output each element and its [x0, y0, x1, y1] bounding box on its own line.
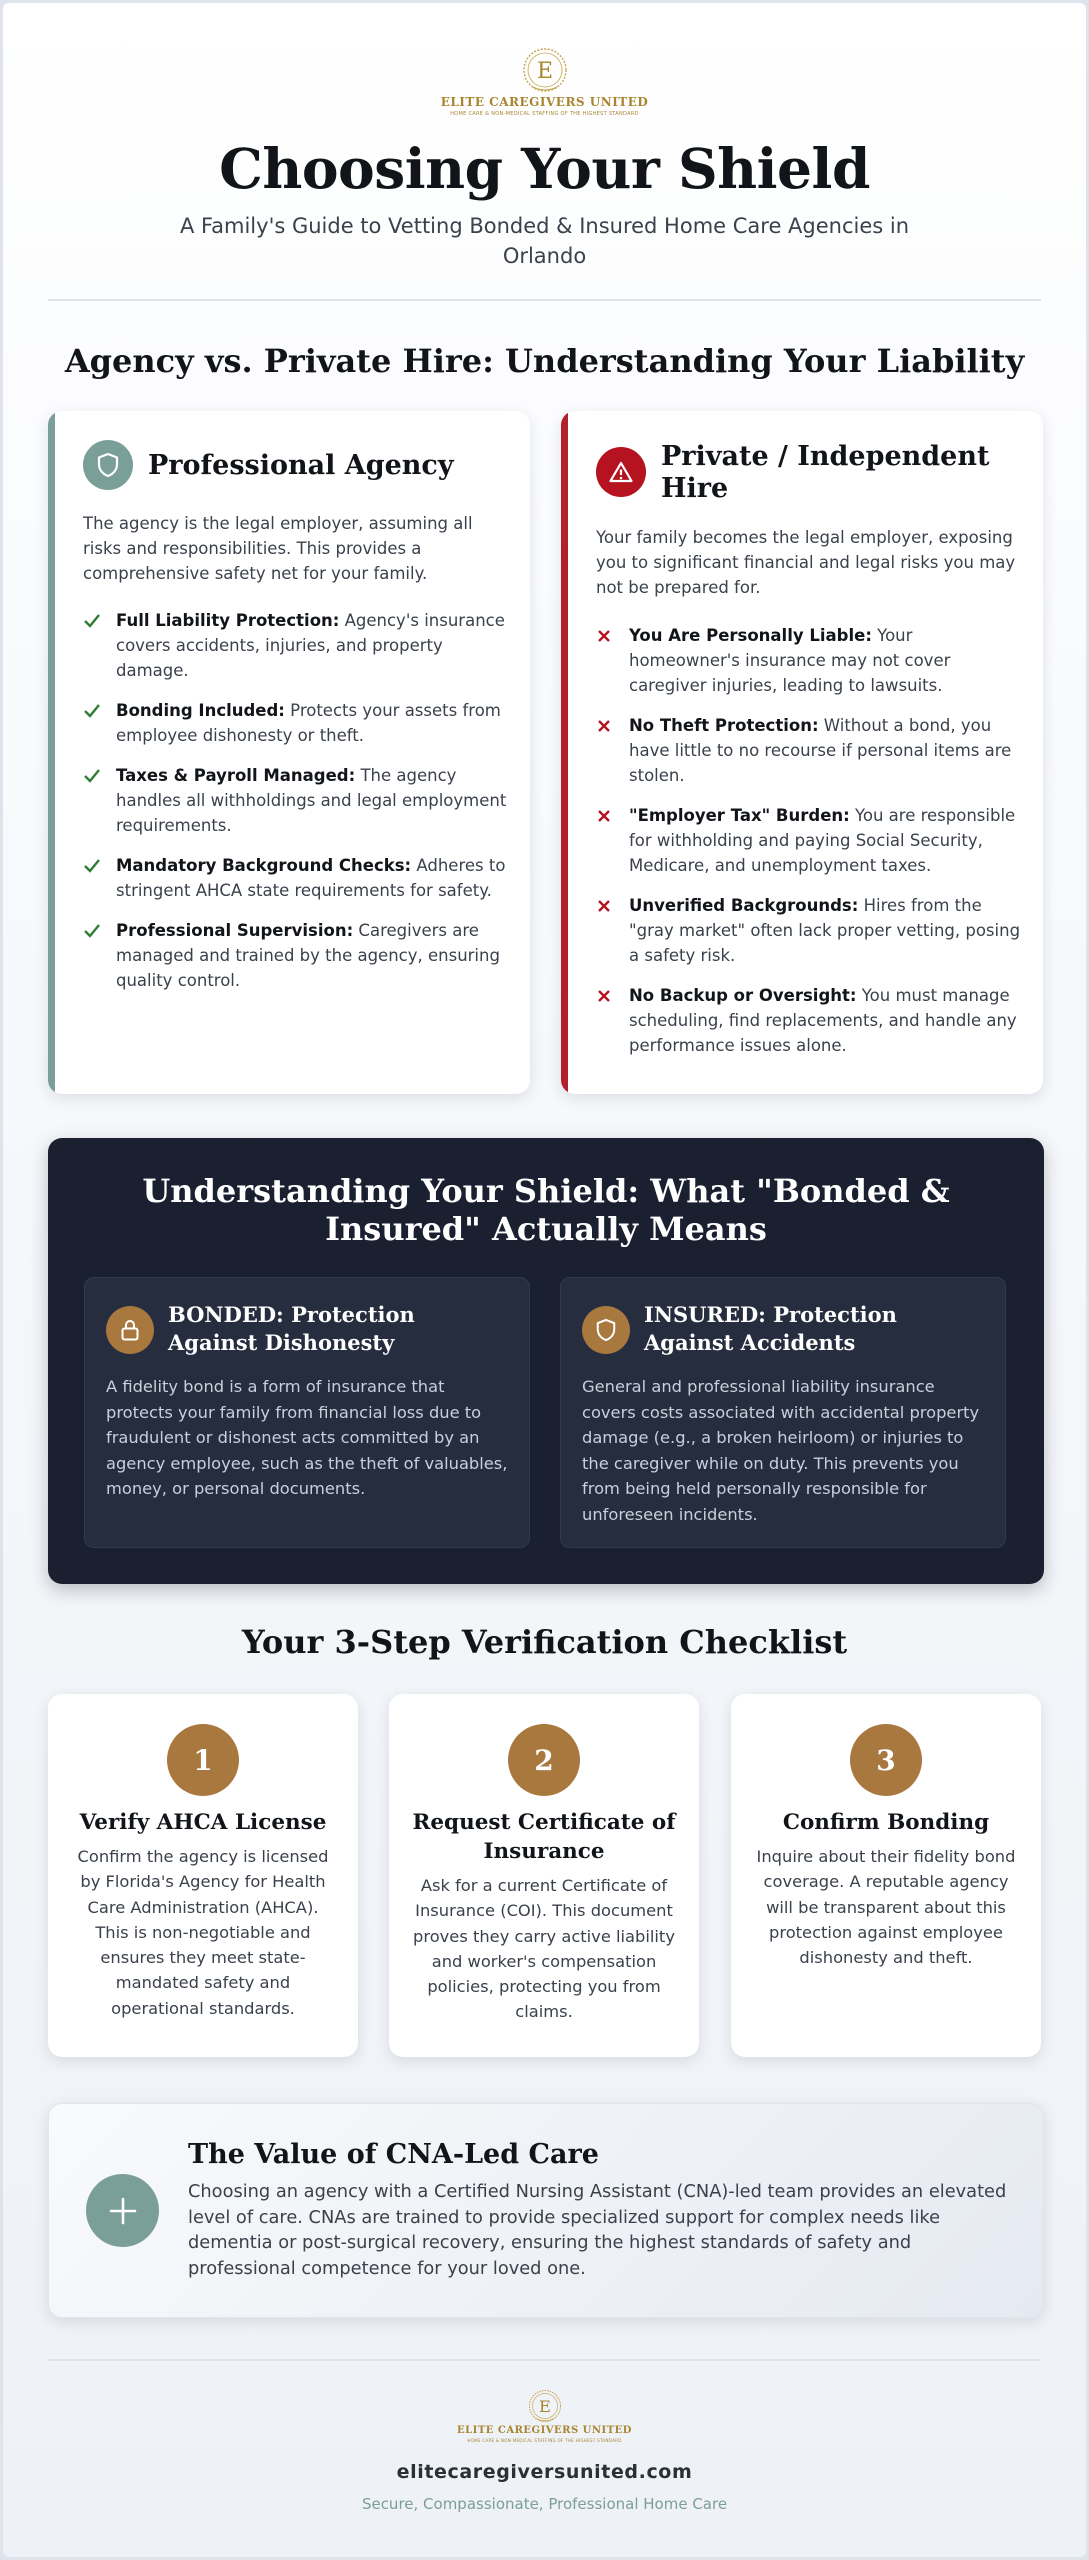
shield-icon	[582, 1306, 630, 1354]
checklist-heading: Your 3-Step Verification Checklist	[241, 1623, 848, 1661]
insured-title: INSURED: Protection Against Accidents	[644, 1302, 897, 1355]
footer-brand-name: ELITE CAREGIVERS UNITED	[457, 2425, 632, 2436]
insured-card	[560, 1277, 1006, 1548]
page-title: Choosing Your Shield	[219, 136, 870, 201]
accent-bar	[561, 411, 568, 1094]
agency-card	[48, 411, 530, 1094]
check-icon	[83, 703, 101, 718]
plus-icon	[86, 2174, 159, 2247]
brand-logo	[3, 47, 1086, 117]
step-number: 2	[508, 1724, 580, 1796]
step-text: Confirm the agency is licensed by Florida's Agency for Health Care Administration (AHCA). This is non-negotiable and ensures they meet state-mandated safety and operational standards.	[77, 1847, 329, 2018]
list-item: Full Liability Protection: Agency's insurance covers accidents, injuries, and property damage.	[83, 608, 508, 683]
step-number: 3	[850, 1724, 922, 1796]
bonded-title: BONDED: Protection Against Dishonesty	[168, 1302, 415, 1355]
agency-benefits-list	[83, 608, 508, 993]
step-card-2	[389, 1694, 699, 2057]
website-link[interactable]: elitecaregiversunited.com	[396, 2461, 693, 2483]
list-item: Taxes & Payroll Managed: The agency handles all withholdings and legal employment requirements.	[83, 763, 508, 838]
cna-text: Choosing an agency with a Certified Nursing Assistant (CNA)-led team provides an elevated level of care. CNAs are trained to provide specialized support for complex needs like dementia or post-surgical recovery, ensuring the highest standards of safety and professional competence for your loved one.	[188, 2181, 1007, 2279]
check-icon	[83, 923, 101, 938]
accent-bar	[48, 411, 55, 1094]
footer-tagline: Secure, Compassionate, Professional Home Care	[361, 2495, 728, 2513]
bonded-card	[84, 1277, 530, 1548]
list-item: Bonding Included: Protects your assets from employee dishonesty or theft.	[83, 698, 508, 748]
step-title: Confirm Bonding	[782, 1810, 990, 1835]
step-number: 1	[167, 1724, 239, 1796]
private-hire-card	[561, 411, 1043, 1094]
check-icon	[83, 858, 101, 873]
step-card-1	[48, 1694, 358, 2057]
warning-icon	[596, 447, 646, 497]
lock-icon	[106, 1306, 154, 1354]
x-icon	[596, 718, 612, 734]
step-title: Verify AHCA License	[79, 1810, 327, 1835]
shield-panel	[48, 1138, 1044, 1584]
check-icon	[83, 613, 101, 628]
shield-icon	[83, 440, 133, 490]
svg-text:E: E	[538, 2396, 551, 2416]
divider	[48, 299, 1041, 301]
private-hire-risks-list	[596, 623, 1021, 1058]
monogram-icon	[525, 2389, 565, 2423]
check-icon	[83, 768, 101, 783]
x-icon	[596, 988, 612, 1004]
list-item: Mandatory Background Checks: Adheres to stringent AHCA state requirements for safety.	[83, 853, 508, 903]
insured-text: General and professional liability insurance covers costs associated with accidental property damage (e.g., a broken heirloom) or injuries to the caregiver while on duty. This prevents you from being held personally responsible for unforeseen incidents.	[582, 1377, 980, 1524]
comparison-heading: Agency vs. Private Hire: Understanding Your Liability	[64, 342, 1025, 380]
footer-brand-tagline: HOME CARE & NON-MEDICAL STAFFING OF THE HIGHEST STANDARD	[467, 2438, 622, 2443]
step-card-3	[731, 1694, 1041, 2057]
step-text: Inquire about their fidelity bond coverage. A reputable agency will be transparent about this protection against employee dishonesty and theft.	[756, 1847, 1016, 1968]
cna-title: The Value of CNA-Led Care	[188, 2139, 599, 2170]
x-icon	[596, 898, 612, 914]
list-item: "Employer Tax" Burden: You are responsible for withholding and paying Social Security, Medicare, and unemployment taxes.	[596, 803, 1021, 878]
agency-intro: The agency is the legal employer, assuming all risks and responsibilities. This provides a comprehensive safety net for your family.	[83, 514, 473, 583]
monogram-icon	[519, 47, 571, 93]
step-text: Ask for a current Certificate of Insurance (COI). This document proves they carry active liability and worker's compensation policies, protecting you from claims.	[413, 1876, 675, 2022]
list-item: Unverified Backgrounds: Hires from the "gray market" often lack proper vetting, posing a safety risk.	[596, 893, 1021, 968]
agency-title: Professional Agency	[148, 450, 454, 481]
private-hire-title: Private / Independent Hire	[661, 441, 990, 504]
list-item: No Theft Protection: Without a bond, you have little to no recourse if personal items are stolen.	[596, 713, 1021, 788]
page	[3, 3, 1086, 2557]
svg-text:E: E	[536, 59, 553, 84]
bonded-text: A fidelity bond is a form of insurance that protects your family from financial loss due to fraudulent or dishonest acts committed by an agency employee, such as the theft of valuables, money, or personal documents.	[106, 1377, 508, 1498]
x-icon	[596, 628, 612, 644]
private-hire-intro: Your family becomes the legal employer, exposing you to significant financial and legal risks you may not be prepared for.	[596, 528, 1016, 597]
list-item: Professional Supervision: Caregivers are managed and trained by the agency, ensuring quality control.	[83, 918, 508, 993]
brand-tagline: HOME CARE & NON-MEDICAL STAFFING OF THE HIGHEST STANDARD	[450, 111, 639, 117]
list-item: You Are Personally Liable: Your homeowner's insurance may not cover caregiver injuries, leading to lawsuits.	[596, 623, 1021, 698]
page-subtitle: A Family's Guide to Vetting Bonded & Insured Home Care Agencies in Orlando	[179, 214, 910, 268]
cna-card	[48, 2103, 1044, 2318]
list-item: No Backup or Oversight: You must manage scheduling, find replacements, and handle any performance issues alone.	[596, 983, 1021, 1058]
divider	[48, 2359, 1041, 2361]
brand-name: ELITE CAREGIVERS UNITED	[440, 95, 649, 109]
shield-heading: Understanding Your Shield: What "Bonded & Insured" Actually Means	[142, 1172, 950, 1248]
step-title: Request Certificate of Insurance	[412, 1810, 676, 1864]
footer-logo	[3, 2389, 1086, 2443]
x-icon	[596, 808, 612, 824]
